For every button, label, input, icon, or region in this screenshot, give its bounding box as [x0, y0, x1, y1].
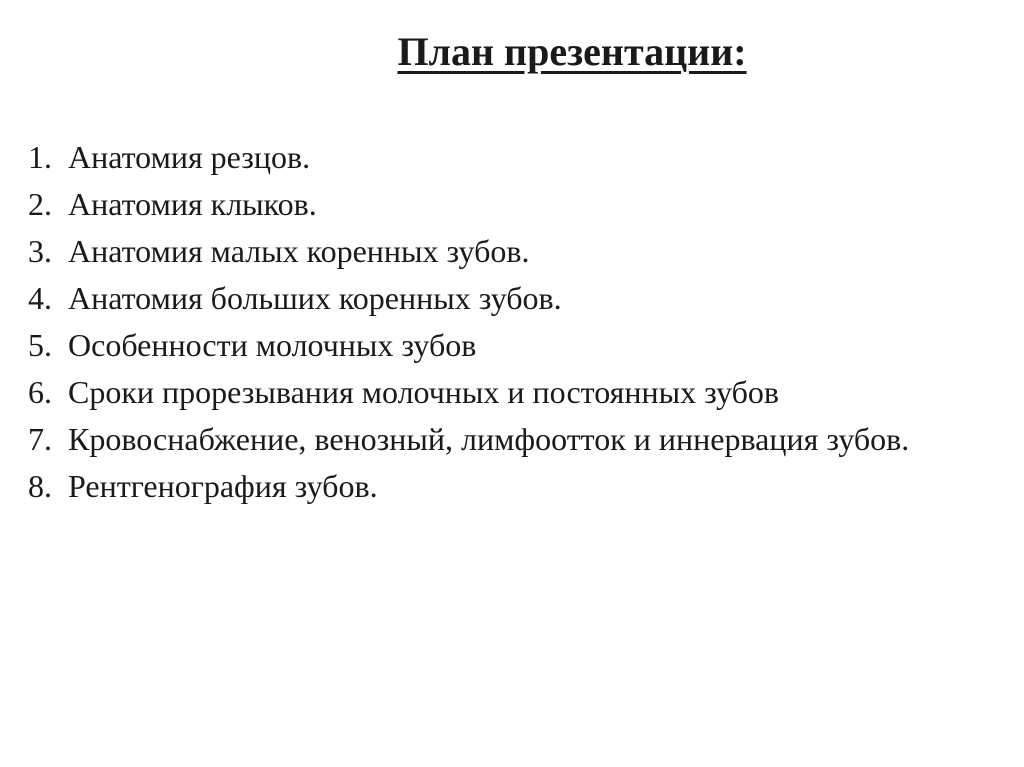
slide-title: План презентации: — [397, 29, 747, 74]
list-item-text: Особенности молочных зубов — [68, 327, 477, 363]
list-item-number: 7. — [28, 421, 52, 457]
list-item — [28, 416, 998, 463]
list-item-text: Анатомия резцов. — [68, 139, 311, 175]
list-item-number: 4. — [28, 280, 52, 316]
list-item — [28, 322, 998, 369]
list-item-text: Анатомия больших коренных зубов. — [68, 280, 562, 316]
list-item — [28, 134, 998, 181]
list-item-number: 6. — [28, 374, 52, 410]
list-item-text: Кровоснабжение, венозный, лимфоотток и иннервация зубов. — [68, 421, 910, 457]
list-item-text: Рентгенография зубов. — [68, 468, 378, 504]
plan-list — [28, 134, 998, 510]
list-item-text: Анатомия клыков. — [68, 186, 317, 222]
list-item — [28, 181, 998, 228]
list-item — [28, 369, 998, 416]
list-item — [28, 463, 998, 510]
list-item-text: Сроки прорезывания молочных и постоянных зубов — [68, 374, 780, 410]
list-item-number: 8. — [28, 468, 52, 504]
list-item — [28, 275, 998, 322]
list-item-number: 5. — [28, 327, 52, 363]
list-item-number: 1. — [28, 139, 52, 175]
list-item-text: Анатомия малых коренных зубов. — [68, 233, 530, 269]
list-item-number: 2. — [28, 186, 52, 222]
list-item-number: 3. — [28, 233, 52, 269]
list-item — [28, 228, 998, 275]
